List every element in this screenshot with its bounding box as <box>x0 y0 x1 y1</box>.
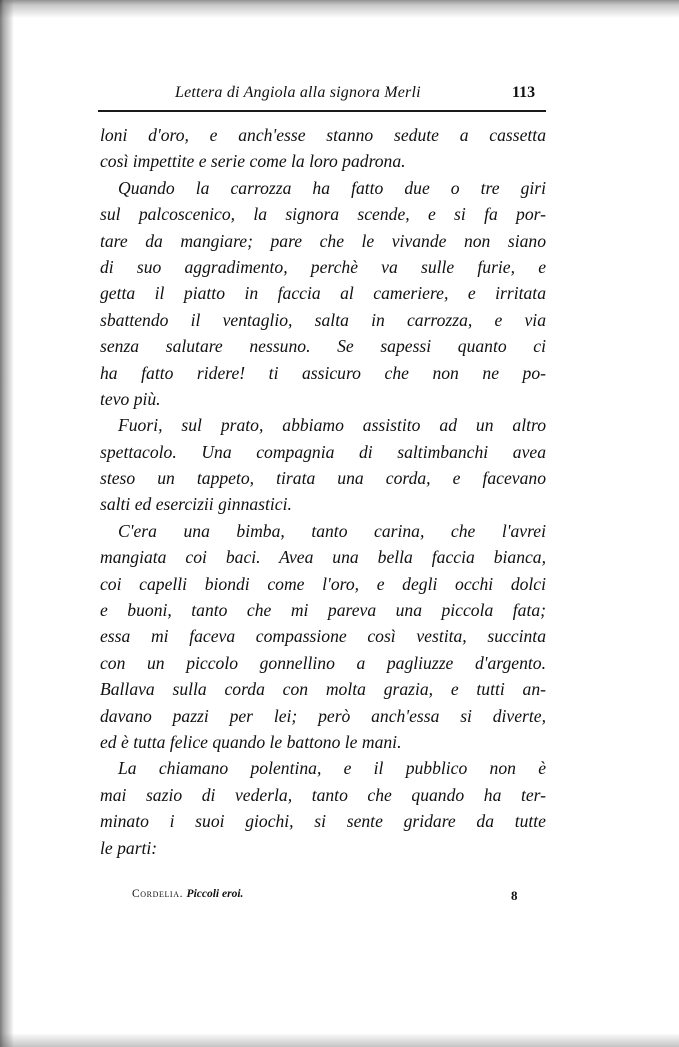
text-line: mai sazio di vederla, tanto che quando ha ter- <box>100 784 546 805</box>
text-line: C'era una bimba, tanto carina, che l'avrei <box>118 520 546 541</box>
text-line: senza salutare nessuno. Se sapessi quanto ci <box>100 336 546 357</box>
text-line: steso un tappeto, tirata una corda, e facevano <box>100 468 546 489</box>
text-line: con un piccolo gonnellino a pagliuzze d'argento. <box>100 652 546 673</box>
page-number: 113 <box>512 84 536 101</box>
body-text <box>100 122 546 861</box>
text-line: e buoni, tanto che mi pareva una piccola fata; <box>100 600 546 621</box>
printer-signature <box>132 888 243 900</box>
text-line: sul palcoscenico, la signora scende, e si fa por- <box>100 204 546 225</box>
text-line: getta il piatto in faccia al cameriere, e irritata <box>100 283 546 304</box>
text-line: La chiamano polentina, e il pubblico non è <box>118 758 546 779</box>
running-header <box>175 84 545 108</box>
page-footer <box>132 888 522 908</box>
signature-author: Cordelia. <box>132 888 184 900</box>
text-line: davano pazzi per lei; però anch'essa si diverte, <box>100 705 546 726</box>
text-line: sbattendo il ventaglio, salta in carrozza, e via <box>100 309 546 330</box>
header-rule <box>98 110 546 112</box>
text-line: di suo aggradimento, perchè va sulle furie, e <box>100 256 546 277</box>
text-line: mangiata coi baci. Avea una bella faccia bianca, <box>100 547 546 568</box>
signature-mark: 8 <box>511 888 518 903</box>
text-line: tare da mangiare; pare che le vivande non siano <box>100 230 546 251</box>
text-line: Ballava sulla corda con molta grazia, e tutti an- <box>100 679 546 700</box>
signature-book-title: Piccoli eroi. <box>186 888 244 900</box>
text-line: minato i suoi giochi, si sente gridare da tutte <box>100 811 546 832</box>
scan-edge-bottom <box>0 1033 679 1047</box>
scan-edge-left <box>0 0 14 1047</box>
running-title: Lettera di Angiola alla signora Merli <box>175 84 421 101</box>
text-line: tevo più. <box>100 388 161 409</box>
text-line: spettacolo. Una compagnia di saltimbanchi avea <box>100 441 546 462</box>
text-line: ha fatto ridere! ti assicuro che non ne po- <box>100 362 546 383</box>
text-line: loni d'oro, e anch'esse stanno sedute a cassetta <box>100 125 546 145</box>
scan-edge-top <box>0 0 679 18</box>
text-line: Fuori, sul prato, abbiamo assistito ad un altro <box>118 415 546 436</box>
text-line: essa mi faceva compassione così vestita, succinta <box>100 626 546 647</box>
text-line: le parti: <box>100 837 158 858</box>
text-line: ed è tutta felice quando le battono le mani. <box>100 731 402 752</box>
text-line: così impettite e serie come la loro padrona. <box>100 151 406 172</box>
text-line: Quando la carrozza ha fatto due o tre giri <box>118 177 546 198</box>
text-line: coi capelli biondi come l'oro, e degli occhi dolci <box>100 573 546 594</box>
text-line: salti ed esercizii ginnastici. <box>100 494 292 515</box>
